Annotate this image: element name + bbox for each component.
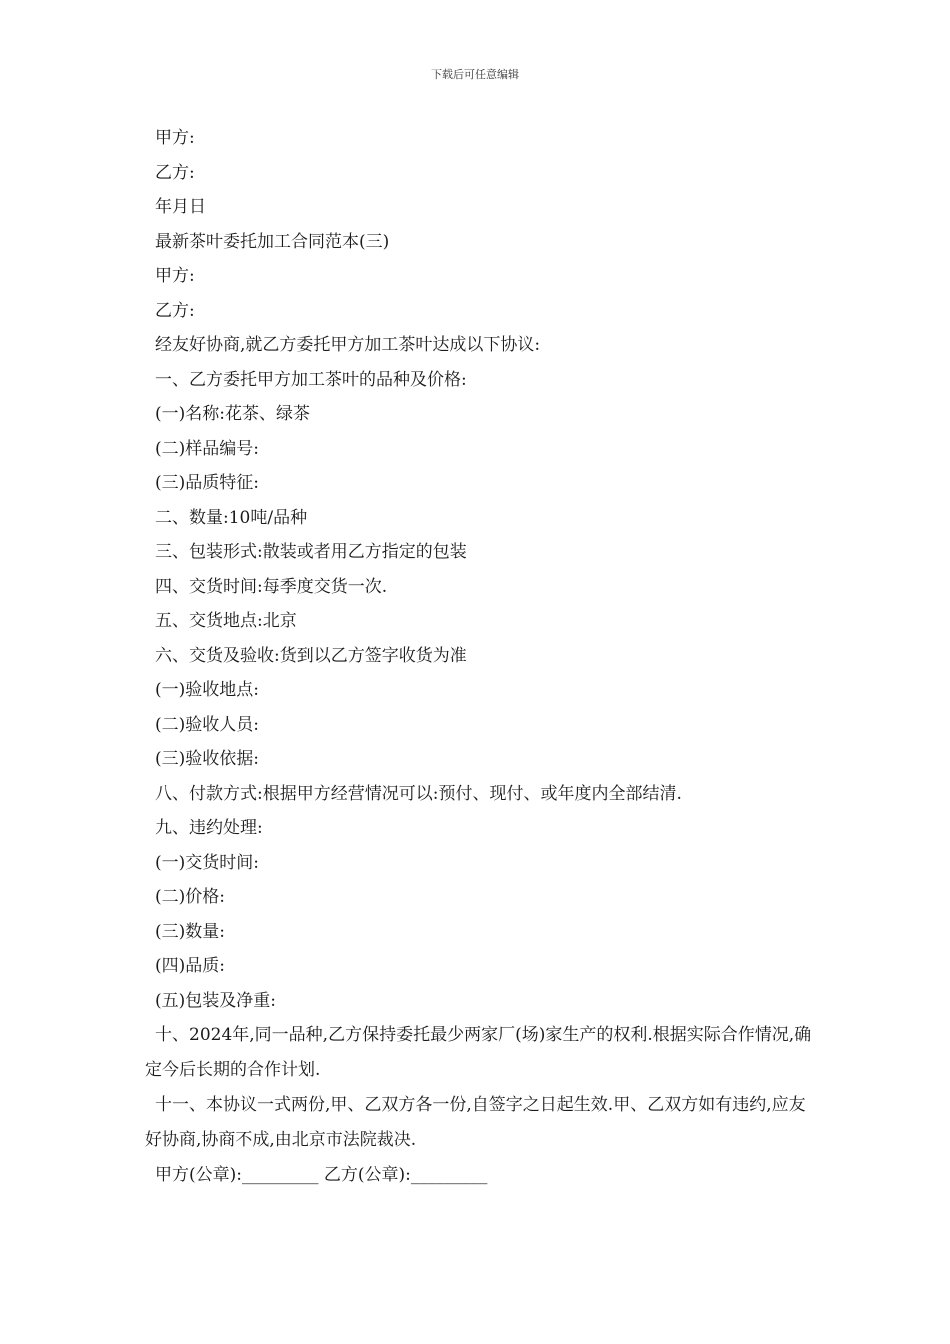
clause-10-paragraph: 十、2024年,同一品种,乙方保持委托最少两家厂(场)家生产的权利.根据实际合作情况,确定今后长期的合作计划.: [145, 1025, 812, 1080]
contract-body: [145, 121, 813, 1193]
clause-1-item-sample: (二)样品编号:: [155, 438, 259, 459]
clause-11-paragraph: 十一、本协议一式两份,甲、乙双方各一份,自签字之日起生效.甲、乙双方如有违约,应友好协商,协商不成,由北京市法院裁决.: [145, 1095, 806, 1150]
party-a-label: 甲方:: [155, 128, 195, 148]
party-b-label-2: 乙方:: [155, 300, 195, 321]
clause-2-quantity: 二、数量:10吨/品种: [155, 507, 308, 528]
clause-6-item-basis: (三)验收依据:: [155, 749, 259, 769]
page-header-note: 下载后可任意编辑: [431, 68, 519, 81]
clause-4-delivery-time: 四、交货时间:每季度交货一次.: [155, 576, 388, 597]
clause-5-delivery-place: 五、交货地点:北京: [155, 611, 297, 631]
signature-line: 甲方(公章):_________ 乙方(公章):_________: [155, 1165, 488, 1185]
clause-9-item-packaging: (五)包装及净重:: [155, 990, 276, 1011]
clause-9-item-quality: (四)品质:: [155, 956, 225, 976]
date-label: 年月日: [155, 197, 206, 217]
party-b-label: 乙方:: [155, 162, 195, 183]
clause-9-item-time: (一)交货时间:: [155, 852, 259, 873]
clause-9-breach: 九、违约处理:: [155, 818, 263, 838]
clause-9-item-price: (二)价格:: [155, 887, 225, 907]
document-title: 最新茶叶委托加工合同范本(三): [155, 231, 390, 252]
preamble: 经友好协商,就乙方委托甲方加工茶叶达成以下协议:: [155, 335, 541, 355]
clause-1-item-name: (一)名称:花茶、绿茶: [155, 404, 310, 424]
clause-6-item-place: (一)验收地点:: [155, 680, 259, 700]
clause-6-acceptance: 六、交货及验收:货到以乙方签字收货为准: [155, 645, 467, 666]
clause-1-heading: 一、乙方委托甲方加工茶叶的品种及价格:: [155, 369, 467, 390]
clause-6-item-personnel: (二)验收人员:: [155, 714, 259, 735]
clause-1-item-quality: (三)品质特征:: [155, 473, 259, 493]
clause-8-payment: 八、付款方式:根据甲方经营情况可以:预付、现付、或年度内全部结清.: [155, 783, 682, 804]
clause-9-item-quantity: (三)数量:: [155, 921, 225, 942]
party-a-label-2: 甲方:: [155, 266, 195, 286]
clause-3-packaging: 三、包装形式:散装或者用乙方指定的包装: [155, 542, 467, 562]
